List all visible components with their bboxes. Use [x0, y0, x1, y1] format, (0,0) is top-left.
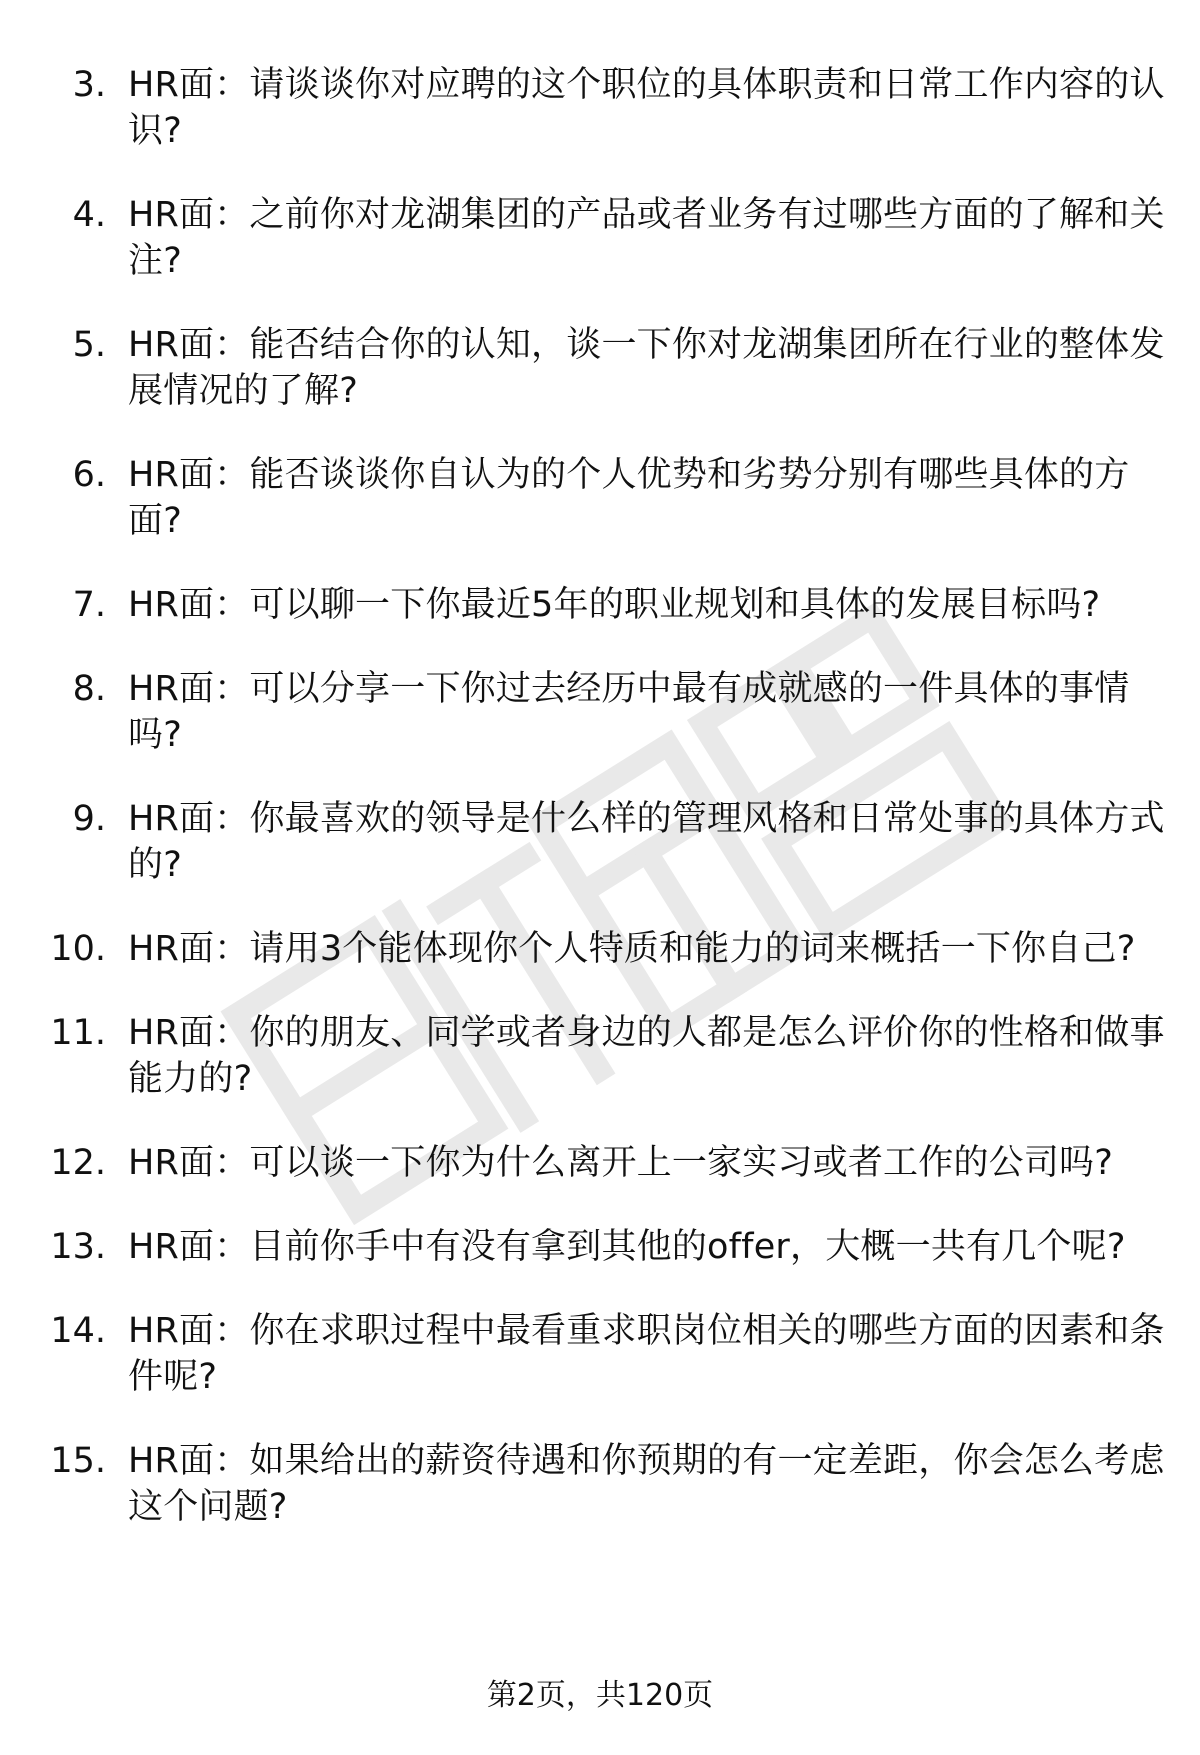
question-text: HR面：目前你手中有没有拿到其他的offer，大概一共有几个呢?	[128, 1227, 1126, 1267]
question-number: 5.	[72, 325, 106, 365]
question-item	[0, 796, 1200, 888]
question-text: HR面：能否结合你的认知，谈一下你对龙湖集团所在行业的整体发展情况的了解?	[128, 325, 1165, 411]
question-item	[0, 322, 1200, 414]
question-item	[0, 582, 1200, 628]
question-item	[0, 1140, 1200, 1186]
question-item	[0, 1010, 1200, 1102]
question-number: 6.	[72, 455, 106, 495]
question-item	[0, 926, 1200, 972]
question-number: 13.	[50, 1227, 106, 1267]
question-text: HR面：可以谈一下你为什么离开上一家实习或者工作的公司吗?	[128, 1143, 1114, 1183]
question-item	[0, 1224, 1200, 1270]
question-number: 4.	[72, 195, 106, 235]
question-number: 3.	[72, 65, 106, 105]
question-number: 14.	[50, 1311, 106, 1351]
question-list	[0, 62, 1200, 1568]
question-number: 11.	[50, 1013, 106, 1053]
question-text: HR面：请谈谈你对应聘的这个职位的具体职责和日常工作内容的认识?	[128, 65, 1165, 151]
question-text: HR面：你最喜欢的领导是什么样的管理风格和日常处事的具体方式的?	[128, 799, 1165, 885]
question-text: HR面：能否谈谈你自认为的个人优势和劣势分别有哪些具体的方面?	[128, 455, 1130, 541]
question-text: HR面：你在求职过程中最看重求职岗位相关的哪些方面的因素和条件呢?	[128, 1311, 1165, 1397]
question-number: 12.	[50, 1143, 106, 1183]
page-footer: 第2页，共120页	[486, 1678, 714, 1713]
question-item	[0, 452, 1200, 544]
question-item	[0, 1308, 1200, 1400]
question-item	[0, 192, 1200, 284]
question-number: 8.	[72, 669, 106, 709]
question-text: HR面：之前你对龙湖集团的产品或者业务有过哪些方面的了解和关注?	[128, 195, 1165, 281]
question-number: 10.	[50, 929, 106, 969]
question-text: HR面：请用3个能体现你个人特质和能力的词来概括一下你自己?	[128, 929, 1136, 969]
question-item	[0, 666, 1200, 758]
question-item	[0, 62, 1200, 154]
question-text: HR面：你的朋友、同学或者身边的人都是怎么评价你的性格和做事能力的?	[128, 1013, 1165, 1099]
question-number: 9.	[72, 799, 106, 839]
question-item	[0, 1438, 1200, 1530]
question-text: HR面：如果给出的薪资待遇和你预期的有一定差距，你会怎么考虑这个问题?	[128, 1441, 1165, 1527]
question-text: HR面：可以分享一下你过去经历中最有成就感的一件具体的事情吗?	[128, 669, 1130, 755]
question-number: 7.	[72, 585, 106, 625]
question-text: HR面：可以聊一下你最近5年的职业规划和具体的发展目标吗?	[128, 585, 1101, 625]
question-number: 15.	[50, 1441, 106, 1481]
